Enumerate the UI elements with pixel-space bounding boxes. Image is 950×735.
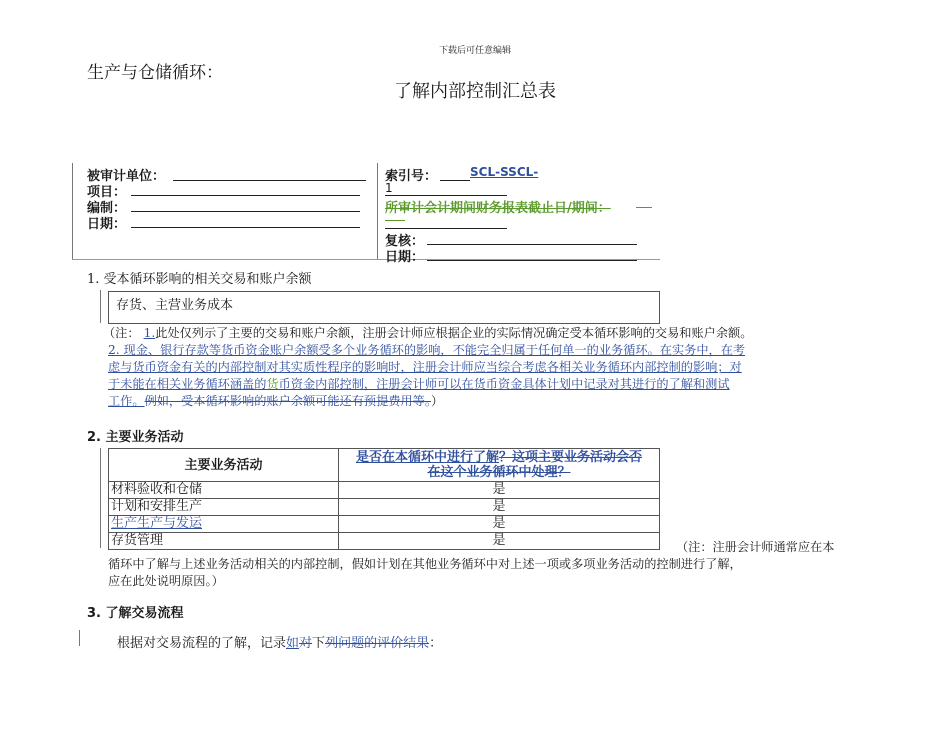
review-label: 复核： [385, 234, 425, 249]
note-line5-b: 例如，受本循环影响的账户余额可能还有预提费用等。 [144, 394, 431, 408]
page-title: 了解内部控制汇总表 [394, 81, 556, 102]
section1-note-line3: 虑与货币资金有关的内部控制对其实质性程序的影响时，注册会计师应当综合考虑各相关业务循环内部控制的影响；对 [108, 360, 742, 374]
prepared-field[interactable] [131, 211, 360, 212]
table-row [109, 533, 660, 550]
activities-table [108, 448, 660, 550]
section1-note-line2: 2. 现金、银行存款等货币资金账户余额受多个业务循环的影响，不能完全归属于任何单一的业务循环。在实务中，在考 [108, 343, 746, 357]
body-e: 列问题的评价结果 [325, 636, 430, 651]
section2-note-line2: 循环中了解与上述业务活动相关的内部控制，假如计划在其他业务循环中对上述一项或多项业务活动的控制进行了解， [108, 557, 742, 571]
accounts-text: 存货、主营业务成本 [116, 298, 234, 313]
section1-note-line1 [103, 325, 873, 343]
section2-note-line3: 应在此处说明原因。） [108, 574, 224, 588]
info-divider [377, 163, 378, 259]
review-date-field[interactable] [427, 260, 637, 261]
activity-cell: 存货管理 [109, 533, 339, 550]
review-field[interactable] [427, 244, 637, 245]
note-text1: 此处仅列示了主要的交易和账户余额，注册会计师应根据企业的实际情况确定受本循环影响的交易和账户余额。 [155, 326, 753, 340]
note-num1: 1. [143, 326, 156, 340]
table-row [109, 499, 660, 516]
table-row [109, 482, 660, 499]
header-understood-b: ？这项主要业务活动会否 [499, 450, 643, 465]
section1-heading: 1. 受本循环影响的相关交易和账户余额 [87, 272, 312, 287]
body-b: 如 [286, 636, 300, 651]
note-line4-mark: 货 [266, 377, 279, 391]
note-line4-b: 币资金内部控制，注册会计师可以在货币资金具体计划中记录对其进行的了解和测试 [278, 377, 730, 391]
period-mark-2 [385, 220, 405, 221]
index-value-cont: 1 [385, 181, 393, 195]
section1-note-line4 [108, 376, 730, 394]
section1-note-line5 [108, 393, 443, 411]
section1-margin-bar [100, 290, 101, 323]
project-label: 项目： [87, 185, 127, 200]
body-d: 下 [312, 636, 326, 651]
header-activity: 主要业务活动 [109, 449, 339, 482]
auditee-label: 被审计单位： [87, 169, 166, 184]
body-c: 对 [299, 636, 313, 651]
header-understood [339, 449, 660, 482]
header-understood-c: 在这个业务循环中处理？ [427, 465, 571, 480]
index-field[interactable] [385, 195, 507, 196]
activity-cell: 计划和安排生产 [109, 499, 339, 516]
answer-cell[interactable]: 是 [339, 533, 660, 550]
section3-body [117, 632, 442, 651]
note-line5-a: 工作。 [108, 394, 145, 408]
section2-margin-bar [100, 448, 101, 548]
table-header-row [109, 449, 660, 482]
activity-cell: 材料验收和仓储 [109, 482, 339, 499]
cycle-title: 生产与仓储循环： [87, 63, 223, 83]
period-field[interactable] [385, 228, 507, 229]
section2-note-line1: （注：注册会计师通常应在本 [676, 540, 835, 554]
top-note: 下载后可任意编辑 [438, 46, 511, 56]
answer-cell[interactable]: 是 [339, 516, 660, 533]
accounts-box [108, 291, 660, 324]
header-understood-a: 是否在本循环中进行了解 [355, 450, 499, 465]
section2-heading: 2. 主要业务活动 [87, 430, 184, 445]
note-open: （注： [103, 326, 140, 340]
note-close: ） [430, 394, 444, 408]
date-label: 日期： [87, 217, 127, 232]
auditee-field[interactable] [173, 180, 366, 181]
prepared-label: 编制： [87, 201, 127, 216]
index-value: SCL-SSCL- [470, 165, 539, 179]
note-line4-a: 于未能在相关业务循环涵盖的 [108, 377, 267, 391]
body-f: ： [429, 636, 443, 651]
period-mark [636, 207, 652, 208]
answer-cell[interactable]: 是 [339, 482, 660, 499]
review-date-label: 日期： [385, 250, 425, 265]
activity-cell: 生产生产与发运 [109, 516, 339, 533]
project-field[interactable] [131, 195, 360, 196]
section3-heading: 3. 了解交易流程 [87, 606, 184, 621]
answer-cell[interactable]: 是 [339, 499, 660, 516]
table-row [109, 516, 660, 533]
index-label: 索引号： [385, 169, 438, 184]
body-a: 根据对交易流程的了解，记录 [117, 636, 287, 651]
section3-margin-bar [79, 630, 80, 646]
left-margin-bar [72, 163, 73, 259]
period-label: 所审计会计期间财务报表截止日/期间： [385, 201, 611, 216]
date-field[interactable] [131, 227, 360, 228]
index-underline [440, 180, 470, 181]
